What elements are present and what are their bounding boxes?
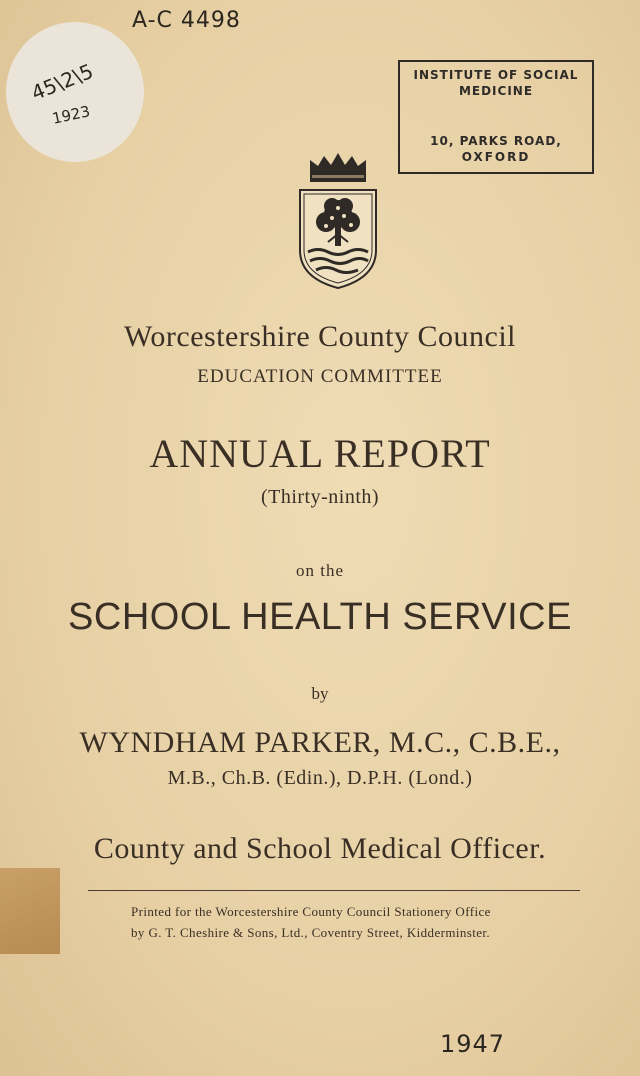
- paper-tab: [0, 868, 60, 954]
- stamp-line-4: OXFORD: [461, 150, 531, 164]
- handwritten-note-2: 1923: [50, 102, 92, 128]
- coat-of-arms-icon: [296, 150, 380, 290]
- stamp-line-1: INSTITUTE OF SOCIAL: [413, 68, 579, 82]
- library-stamp: [398, 60, 594, 174]
- handwritten-year: 1947: [440, 1030, 506, 1058]
- report-subject: SCHOOL HEALTH SERVICE: [68, 596, 572, 638]
- stamp-line-3: 10, PARKS ROAD,: [430, 134, 562, 148]
- connector-on-the: on the: [295, 561, 345, 580]
- report-edition: (Thirty-ninth): [260, 486, 380, 508]
- author-role: County and School Medical Officer.: [93, 832, 547, 865]
- author-qualifications: M.B., Ch.B. (Edin.), D.P.H. (Lond.): [167, 767, 473, 789]
- connector-by: by: [311, 684, 329, 703]
- handwritten-note-1: 45\2\5: [27, 58, 97, 106]
- divider: [88, 890, 580, 891]
- report-title: ANNUAL REPORT: [149, 431, 491, 476]
- handwritten-catalogue-mark: A-C 4498: [132, 8, 241, 33]
- author-name: WYNDHAM PARKER, M.C., C.B.E.,: [79, 726, 561, 759]
- stamp-line-2: MEDICINE: [458, 84, 534, 98]
- punched-hole: [6, 22, 144, 162]
- printer-imprint-line-1: Printed for the Worcestershire County Council Stationery Office: [131, 904, 491, 919]
- committee-name: EDUCATION COMMITTEE: [197, 366, 443, 387]
- council-name: Worcestershire County Council: [123, 320, 516, 353]
- printer-imprint-line-2: by G. T. Cheshire & Sons, Ltd., Coventry Street, Kidderminster.: [131, 925, 491, 940]
